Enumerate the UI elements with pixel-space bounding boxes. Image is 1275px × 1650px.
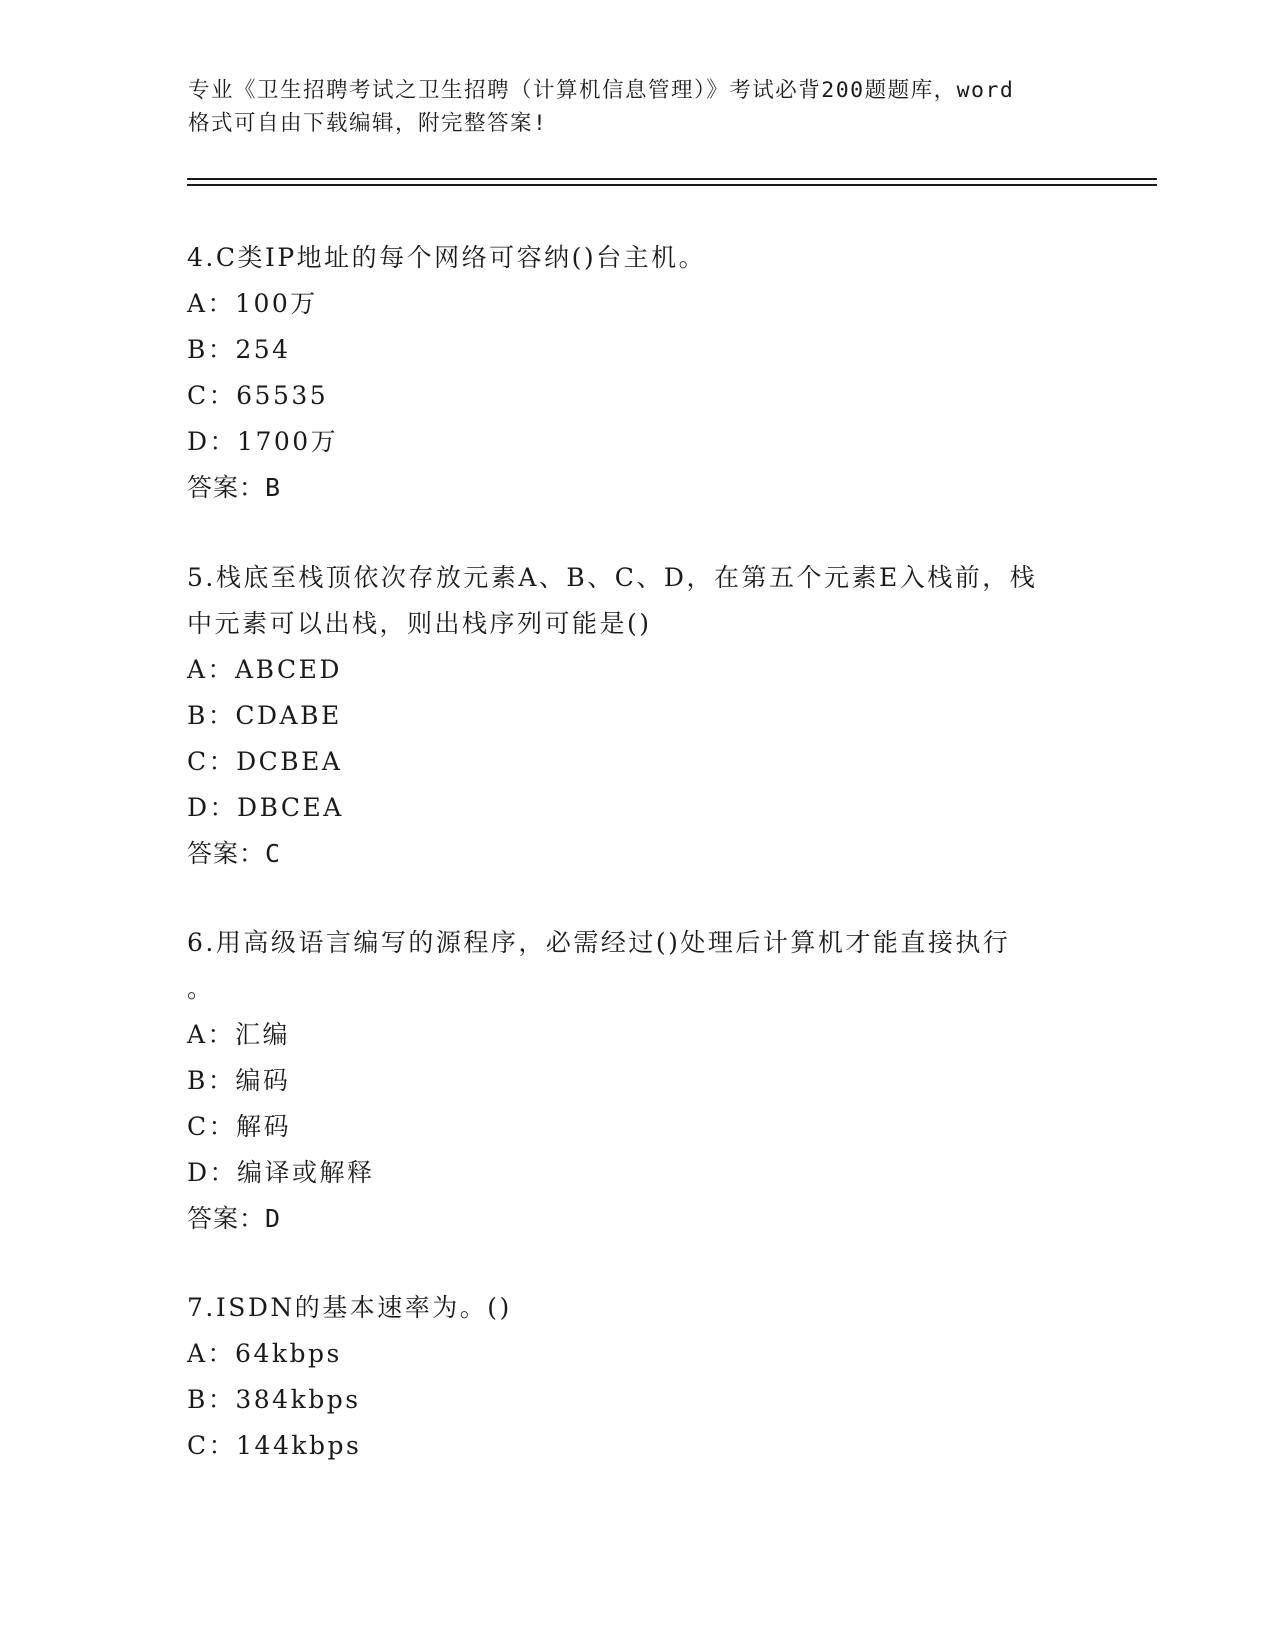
question-stem: 7.ISDN的基本速率为。() — [187, 1293, 512, 1322]
header-line-1: 专业《卫生招聘考试之卫生招聘（计算机信息管理）》考试必背200题题库，word — [188, 78, 1015, 103]
option-c: C：DCBEA — [187, 747, 343, 776]
option-c: C：144kbps — [187, 1431, 362, 1460]
answer: 答案：B — [187, 473, 282, 502]
header-divider-bottom — [187, 184, 1157, 186]
option-c: C：解码 — [187, 1112, 292, 1141]
option-b: B：384kbps — [187, 1385, 361, 1414]
question-stem: 4.C类IP地址的每个网络可容纳()台主机。 — [187, 243, 707, 272]
option-c: C：65535 — [187, 381, 329, 410]
option-a: A：汇编 — [187, 1020, 291, 1049]
header-line-2: 格式可自由下载编辑，附完整答案! — [188, 111, 548, 136]
option-d: D：DBCEA — [187, 793, 344, 822]
header-divider-top — [187, 178, 1157, 180]
question-stem-line-1: 6.用高级语言编写的源程序，必需经过()处理后计算机才能直接执行 — [187, 928, 1011, 957]
document-header — [188, 74, 1088, 140]
question-4 — [187, 235, 1087, 511]
option-a: A：100万 — [187, 289, 318, 318]
option-a: A：64kbps — [187, 1339, 342, 1368]
question-stem-line-2: 。 — [187, 974, 215, 1003]
answer: 答案：C — [187, 839, 282, 868]
option-a: A：ABCED — [187, 655, 342, 684]
option-b: B：254 — [187, 335, 291, 364]
question-7 — [187, 1285, 1087, 1469]
option-b: B：编码 — [187, 1066, 291, 1095]
question-5 — [187, 555, 1087, 877]
option-d: D：1700万 — [187, 427, 339, 456]
question-stem-line-2: 中元素可以出栈，则出栈序列可能是() — [187, 609, 652, 638]
question-6 — [187, 920, 1087, 1242]
option-d: D：编译或解释 — [187, 1158, 375, 1187]
question-stem-line-1: 5.栈底至栈顶依次存放元素A、B、C、D，在第五个元素E入栈前，栈 — [187, 563, 1038, 592]
option-b: B：CDABE — [187, 701, 342, 730]
answer: 答案：D — [187, 1204, 282, 1233]
